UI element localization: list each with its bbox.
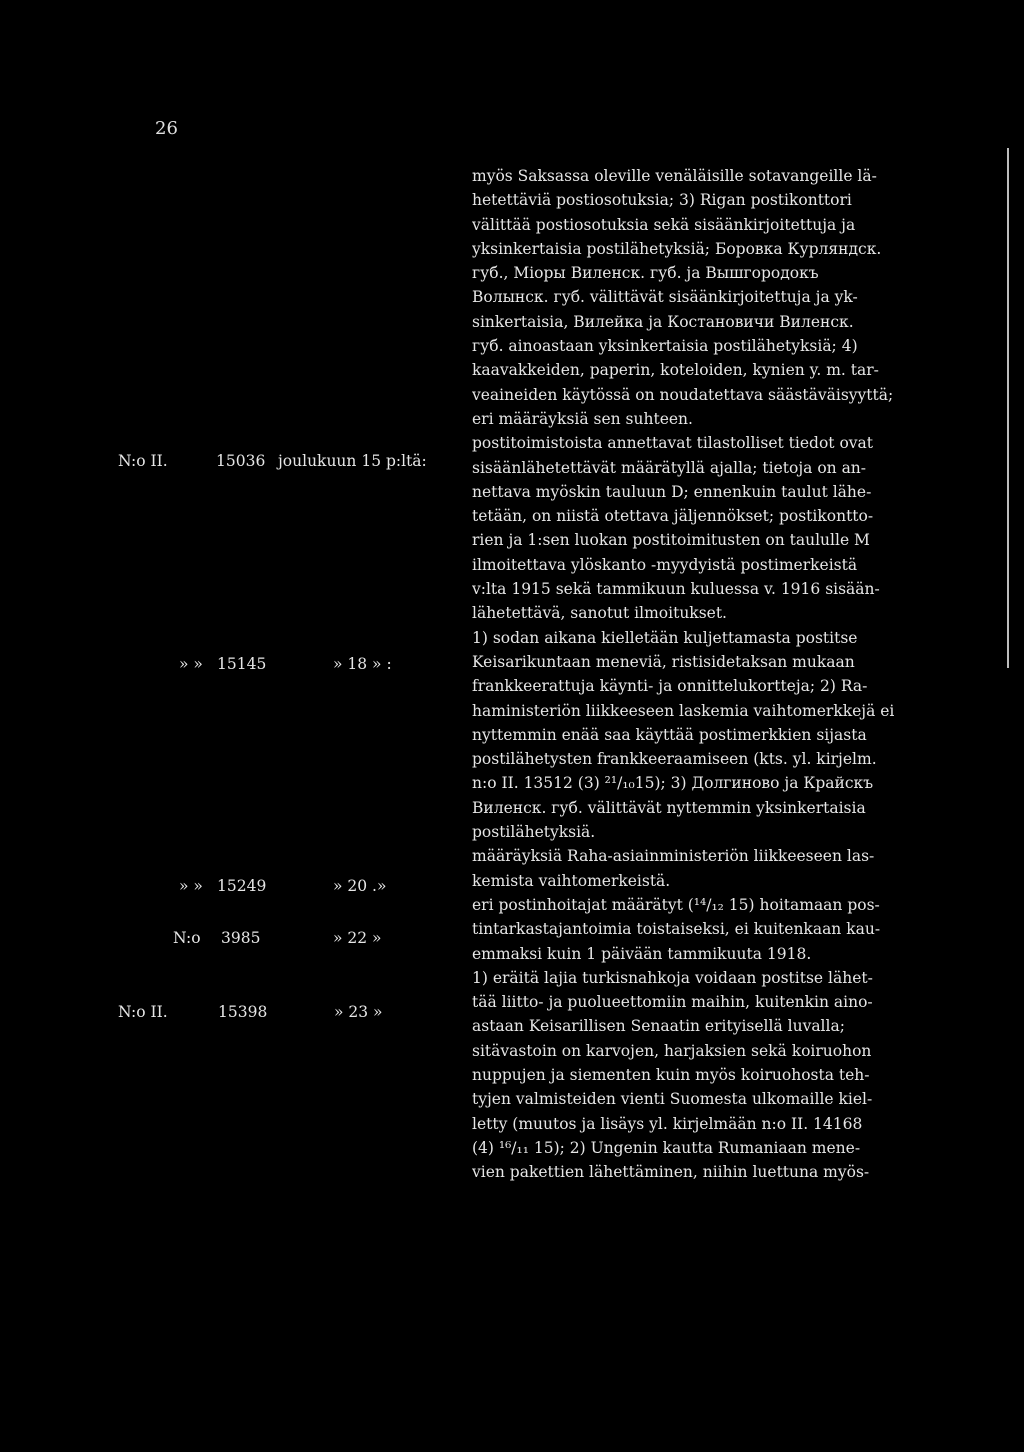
text-line: tintarkastajantoimia toistaiseksi, ei kuitenkaan kau- — [472, 920, 881, 939]
text-line: eri postinhoitajat määrätyt (¹⁴/₁₂ 15) hoitamaan pos- — [472, 895, 880, 914]
text-line: tää liitto- ja puolueettomiin maihin, kuitenkin aino- — [472, 993, 873, 1012]
ref-3 — [179, 877, 386, 895]
ref-number: 15145 — [217, 655, 267, 673]
text-line: tetään, on niistä otettava jäljennökset; postikontto- — [472, 507, 874, 526]
body-text — [472, 164, 982, 1184]
ref-1 — [118, 452, 427, 470]
text-line: letty (muutos ja lisäys yl. kirjelmään n:o II. 14168 — [472, 1114, 863, 1133]
text-line: veaineiden käytössä on noudatettava säästäväisyyttä; — [472, 385, 894, 404]
text-line: emmaksi kuin 1 päivään tammikuuta 1918. — [472, 944, 812, 963]
ref-date: » 22 » — [333, 929, 382, 947]
text-line: nettava myöskin tauluun D; ennenkuin taulut lähe- — [472, 482, 872, 501]
text-line: postitoimistoista annettavat tilastolliset tiedot ovat — [472, 434, 874, 453]
ref-number: 3985 — [221, 929, 261, 947]
text-line: (4) ¹⁶/₁₁ 15); 2) Ungenin kautta Rumaniaan mene- — [472, 1138, 861, 1157]
text-line: myös Saksassa oleville venäläisille sotavangeille lä- — [472, 167, 877, 185]
text-line: v:lta 1915 sekä tammikuun kuluessa v. 1916 sisään- — [472, 580, 880, 599]
page-number: 26 — [155, 118, 178, 139]
ref-2 — [179, 655, 392, 673]
margin-rule — [1007, 148, 1009, 668]
text-line: haministeriön liikkeeseen laskemia vaihtomerkkejä ei — [472, 701, 895, 720]
text-line: Волынск. губ. välittävät sisäänkirjoitettuja ja yk- — [472, 288, 858, 307]
text-line: sitävastoin on karvojen, harjaksien sekä koiruohon — [472, 1041, 872, 1060]
text-line: hetettäviä postiosotuksia; 3) Rigan postikonttori — [472, 191, 852, 210]
text-line: губ., Мiоры Виленск. губ. ja Вышгородокъ — [472, 264, 819, 283]
text-line: rien ja 1:sen luokan postitoimitusten on taululle M — [472, 531, 870, 550]
ref-date: » 23 » — [334, 1003, 383, 1021]
text-line: kaavakkeiden, paperin, koteloiden, kynien y. m. tar- — [472, 361, 879, 380]
ref-prefix: N:o II. — [118, 452, 168, 470]
ref-number: 15249 — [217, 877, 267, 895]
text-line: kemista vaihtomerkeistä. — [472, 871, 671, 890]
text-line: eri määräyksiä sen suhteen. — [472, 409, 693, 428]
text-line: postilähetysten frankkeeraamiseen (kts. yl. kirjelm. — [472, 750, 877, 769]
text-line: ilmoitettava ylöskanto -myydyistä postimerkeistä — [472, 555, 858, 574]
ref-5 — [118, 1003, 383, 1021]
ref-4 — [173, 929, 382, 947]
text-line: 1) sodan aikana kielletään kuljettamasta postitse — [472, 628, 858, 647]
text-line: n:o II. 13512 (3) ²¹/₁₀15); 3) Долгиново ja Крайскъ — [472, 774, 874, 793]
ref-prefix: » » — [179, 655, 203, 673]
text-line: vien pakettien lähettäminen, niihin luettuna myös- — [472, 1163, 870, 1182]
ref-prefix: » » — [179, 877, 203, 895]
text-line: postilähetyksiä. — [472, 823, 596, 842]
text-line: määräyksiä Raha-asiainministeriön liikkeeseen las- — [472, 847, 875, 866]
ref-number: 15398 — [218, 1003, 268, 1021]
text-line: yksinkertaisia postilähetyksiä; Боровка Курляндск. — [472, 239, 882, 258]
ref-date: joulukuun 15 p:ltä: — [278, 452, 427, 470]
text-line: sisäänlähetettävät määrätyllä ajalla; tietoja on an- — [472, 458, 867, 477]
text-line: frankkeerattuja käynti- ja onnittelukortteja; 2) Ra- — [472, 677, 868, 696]
text-line: nuppujen ja siementen kuin myös koiruohosta teh- — [472, 1065, 870, 1084]
text-line: Виленск. губ. välittävät nyttemmin yksinkertaisia — [472, 798, 866, 817]
text-line: sinkertaisia, Вилейка ja Костановичи Виленск. — [472, 312, 854, 331]
ref-date: » 20 .» — [333, 877, 387, 895]
text-line: губ. ainoastaan yksinkertaisia postilähetyksiä; 4) — [472, 337, 858, 356]
text-line: 1) eräitä lajia turkisnahkoja voidaan postitse lähet- — [472, 968, 873, 987]
ref-prefix: N:o — [173, 929, 201, 947]
text-line: astaan Keisarillisen Senaatin erityisellä luvalla; — [472, 1017, 845, 1036]
text-line: lähetettävä, sanotut ilmoitukset. — [472, 604, 727, 623]
ref-prefix: N:o II. — [118, 1003, 168, 1021]
text-line: tyjen valmisteiden vienti Suomesta ulkomaille kiel- — [472, 1090, 873, 1109]
text-line: nyttemmin enää saa käyttää postimerkkien sijasta — [472, 725, 867, 744]
ref-date: » 18 » : — [333, 655, 392, 673]
text-line: välittää postiosotuksia sekä sisäänkirjoitettuja ja — [472, 215, 856, 234]
ref-number: 15036 — [216, 452, 266, 470]
text-line: Keisarikuntaan meneviä, ristisidetaksan mukaan — [472, 652, 855, 671]
